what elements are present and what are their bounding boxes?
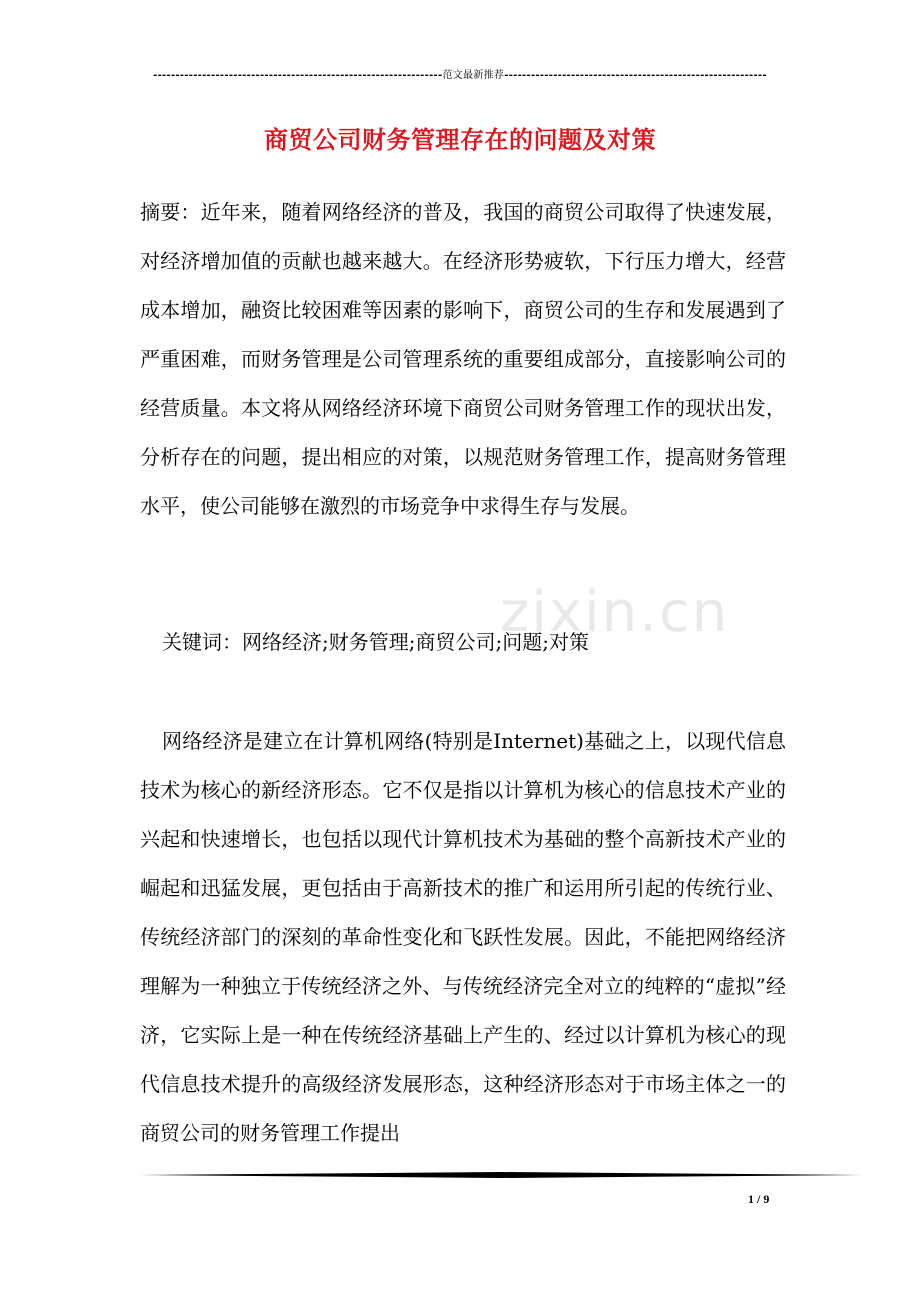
header-banner xyxy=(140,66,780,81)
abstract-paragraph: 摘要：近年来，随着网络经济的普及，我国的商贸公司取得了快速发展，对经济增加值的贡献也越来越大。在经济形势疲软，下行压力增大，经营成本增加，融资比较困难等因素的影响下，商贸公司的生存和发展遇到了严重困难，而财务管理是公司管理系统的重要组成部分，直接影响公司的经营质量。本文将从网络经济环境下商贸公司财务管理工作的现状出发，分析存在的问题，提出相应的对策，以规范财务管理工作，提高财务管理水平，使公司能够在激烈的市场竞争中求得生存与发展。 xyxy=(140,200,786,518)
page-number: 1 / 9 xyxy=(748,1192,770,1206)
document-title: 商贸公司财务管理存在的问题及对策 xyxy=(264,125,656,154)
keywords-line: 关键词：网络经济;财务管理;商贸公司;问题;对策 xyxy=(162,630,589,654)
header-label: 范文最新推荐 xyxy=(442,70,505,81)
footer-divider xyxy=(140,1172,862,1178)
watermark: zixin.cn xyxy=(500,580,730,645)
header-left-dashes: ----------------------------------------------------------------- xyxy=(153,70,443,81)
body-paragraph: 网络经济是建立在计算机网络(特别是Internet)基础之上，以现代信息技术为核心的新经济形态。它不仅是指以计算机为核心的信息技术产业的兴起和快速增长，也包括以现代计算机技术为基础的整个高新技术产业的崛起和迅猛发展，更包括由于高新技术的推广和运用所引起的传统行业、传统经济部门的深刻的革命性变化和飞跃性发展。因此，不能把网络经济理解为一种独立于传统经济之外、与传统经济完全对立的纯粹的“虚拟”经济，它实际上是一种在传统经济基础上产生的、经过以计算机为核心的现代信息技术提升的高级经济发展形态，这种经济形态对于市场主体之一的商贸公司的财务管理工作提出 xyxy=(140,729,786,1145)
header-right-dashes: ----------------------------------------------------------- xyxy=(504,70,767,81)
